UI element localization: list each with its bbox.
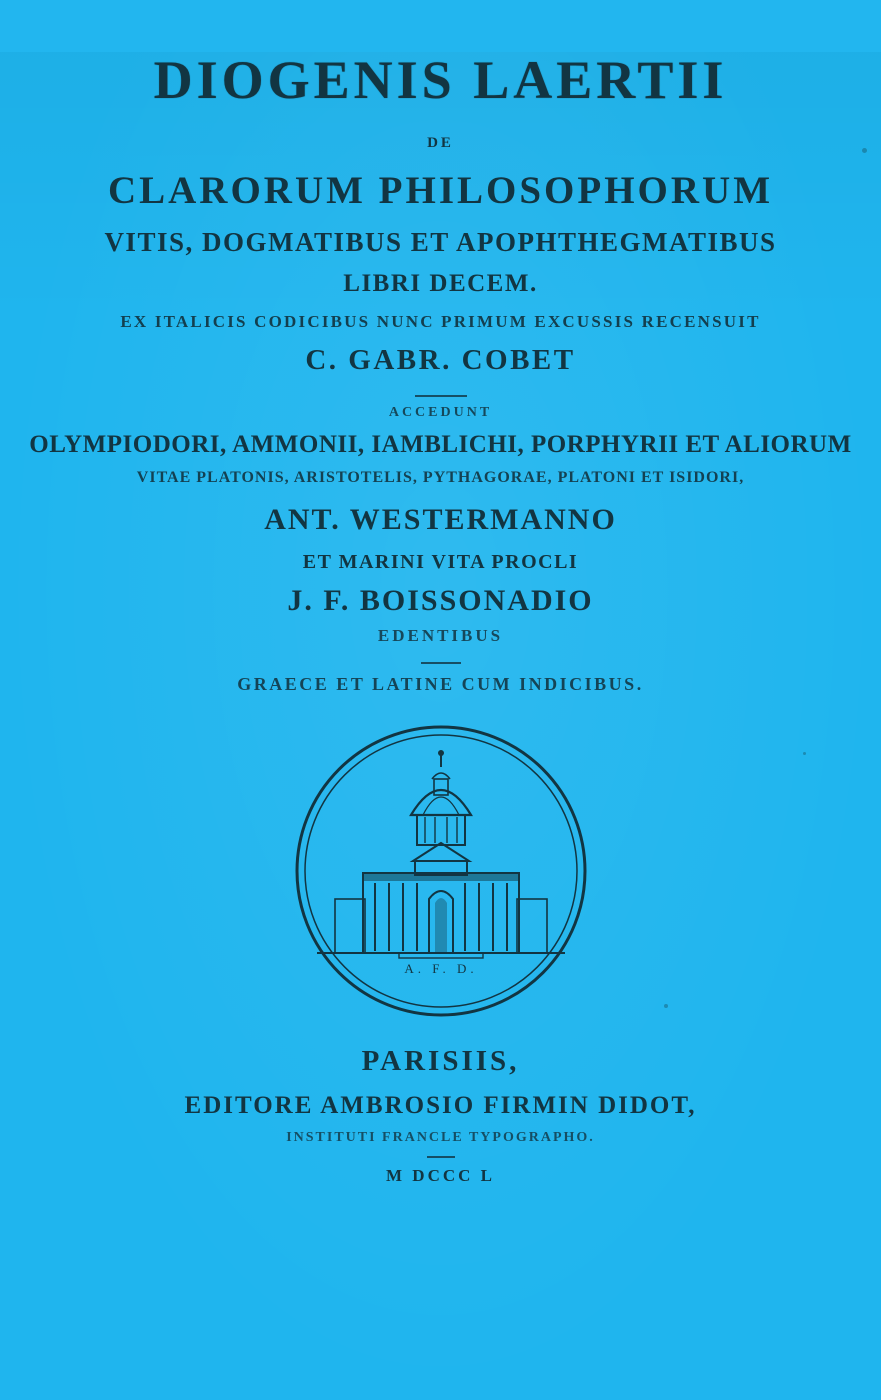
paper-speck	[803, 752, 806, 755]
title-page	[0, 52, 881, 1400]
edentibus-label: EDENTIBUS	[377, 625, 504, 645]
title-topics-line: VITIS, DOGMATIBUS ET APOPHTHEGMATIBUS	[104, 226, 777, 257]
imprint-year: M DCCC L	[386, 1165, 495, 1185]
marini-vita-procli-line: ET MARINI VITA PROCLI	[302, 550, 579, 573]
graece-et-latine-line: GRAECE ET LATINE CUM INDICIBUS.	[237, 673, 644, 694]
contributing-editor-westermann: ANT. WESTERMANNO	[264, 502, 617, 536]
editor-name: C. GABR. COBET	[305, 343, 576, 376]
divider-rule-imprint	[427, 1156, 455, 1158]
divider-rule-secondary	[421, 662, 461, 664]
accedunt-vitae: VITAE PLATONIS, ARISTOTELIS, PYTHAGORAE, PLATONI ET ISIDORI,	[136, 468, 745, 486]
title-books-line: LIBRI DECEM.	[343, 269, 538, 297]
accedunt-authors: OLYMPIODORI, AMMONII, IAMBLICHI, PORPHYRII ET ALIORUM	[29, 430, 852, 458]
printer-device-vignette	[291, 721, 591, 1021]
title-subject-line: CLARORUM PHILOSOPHORUM	[107, 168, 774, 212]
divider-rule	[415, 395, 467, 397]
contributing-editor-boissonade: J. F. BOISSONADIO	[287, 583, 594, 617]
page-title: DIOGENIS LAERTII	[153, 50, 728, 110]
imprint-city: PARISIIS,	[361, 1044, 520, 1077]
paper-speck	[664, 1004, 668, 1008]
accedunt-label: ACCEDUNT	[388, 404, 493, 420]
title-de-label: DE	[427, 134, 454, 151]
recensuit-line: EX ITALICIS CODICIBUS NUNC PRIMUM EXCUSSIS RECENSUIT	[120, 311, 761, 331]
printer-device-icon	[291, 721, 591, 1021]
paper-speck	[862, 148, 867, 153]
imprint-institution: INSTITUTI FRANCLE TYPOGRAPHO.	[286, 1129, 595, 1145]
imprint-publisher: EDITORE AMBROSIO FIRMIN DIDOT,	[184, 1091, 697, 1119]
vignette-caption: A. F. D.	[403, 960, 478, 976]
